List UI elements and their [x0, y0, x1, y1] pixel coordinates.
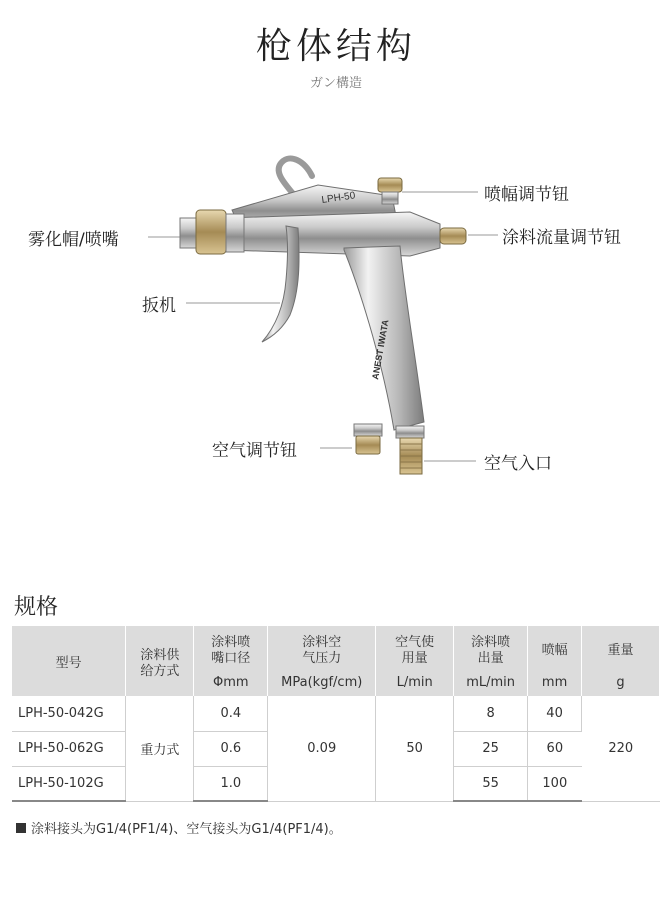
header-weight: 重量 — [582, 626, 660, 670]
header-pressure: 涂料空气压力 — [268, 626, 376, 670]
spec-table — [12, 626, 660, 802]
callout-fan-knob: 喷幅调节钮 — [484, 185, 569, 205]
cell-fan: 60 — [528, 731, 582, 766]
header-fan: 喷幅 — [528, 626, 582, 670]
spray-gun-diagram — [0, 130, 672, 500]
callout-air-cap: 雾化帽/喷嘴 — [28, 230, 119, 250]
header-model: 型号 — [12, 626, 126, 696]
body-model-mark: LPH-50 — [320, 190, 356, 206]
header-pressure-unit: MPa(kgf/cm) — [268, 670, 376, 696]
spec-section-title: 规格 — [14, 595, 59, 620]
cell-weight: 220 — [582, 696, 660, 801]
header-nozzle-unit: Φmm — [194, 670, 268, 696]
cell-feed: 重力式 — [126, 696, 194, 801]
header-air: 空气使用量 — [376, 626, 454, 670]
callout-air-knob: 空气调节钮 — [212, 441, 297, 461]
cell-fan: 40 — [528, 696, 582, 731]
cell-nozzle: 0.4 — [194, 696, 268, 731]
cell-air: 50 — [376, 696, 454, 801]
page-title: 枪体结构 — [255, 26, 416, 67]
cell-pressure: 0.09 — [268, 696, 376, 801]
page-subtitle: ガン構造 — [309, 76, 362, 91]
bullet-square-icon — [16, 823, 26, 833]
cell-model: LPH-50-062G — [12, 731, 126, 766]
table-row — [12, 696, 660, 731]
cell-model: LPH-50-102G — [12, 766, 126, 801]
header-feed: 涂料供给方式 — [126, 626, 194, 696]
header-weight-unit: g — [582, 670, 660, 696]
header-output: 涂料喷出量 — [454, 626, 528, 670]
cell-output: 8 — [454, 696, 528, 731]
cell-nozzle: 0.6 — [194, 731, 268, 766]
spray-gun-illustration — [0, 130, 672, 500]
cell-output: 55 — [454, 766, 528, 801]
handle-brand-mark: ANEST IWATA — [370, 318, 391, 381]
cell-model: LPH-50-042G — [12, 696, 126, 731]
header-nozzle: 涂料喷嘴口径 — [194, 626, 268, 670]
connector-note — [16, 818, 342, 837]
cell-fan: 100 — [528, 766, 582, 801]
cell-nozzle: 1.0 — [194, 766, 268, 801]
callout-fluid-knob: 涂料流量调节钮 — [502, 228, 621, 248]
header-fan-unit: mm — [528, 670, 582, 696]
cell-output: 25 — [454, 731, 528, 766]
header-output-unit: mL/min — [454, 670, 528, 696]
callout-trigger: 扳机 — [142, 296, 176, 316]
note-text: 涂料接头为G1/4(PF1/4)、空气接头为G1/4(PF1/4)。 — [31, 822, 342, 837]
callout-air-inlet: 空气入口 — [484, 454, 552, 474]
header-air-unit: L/min — [376, 670, 454, 696]
